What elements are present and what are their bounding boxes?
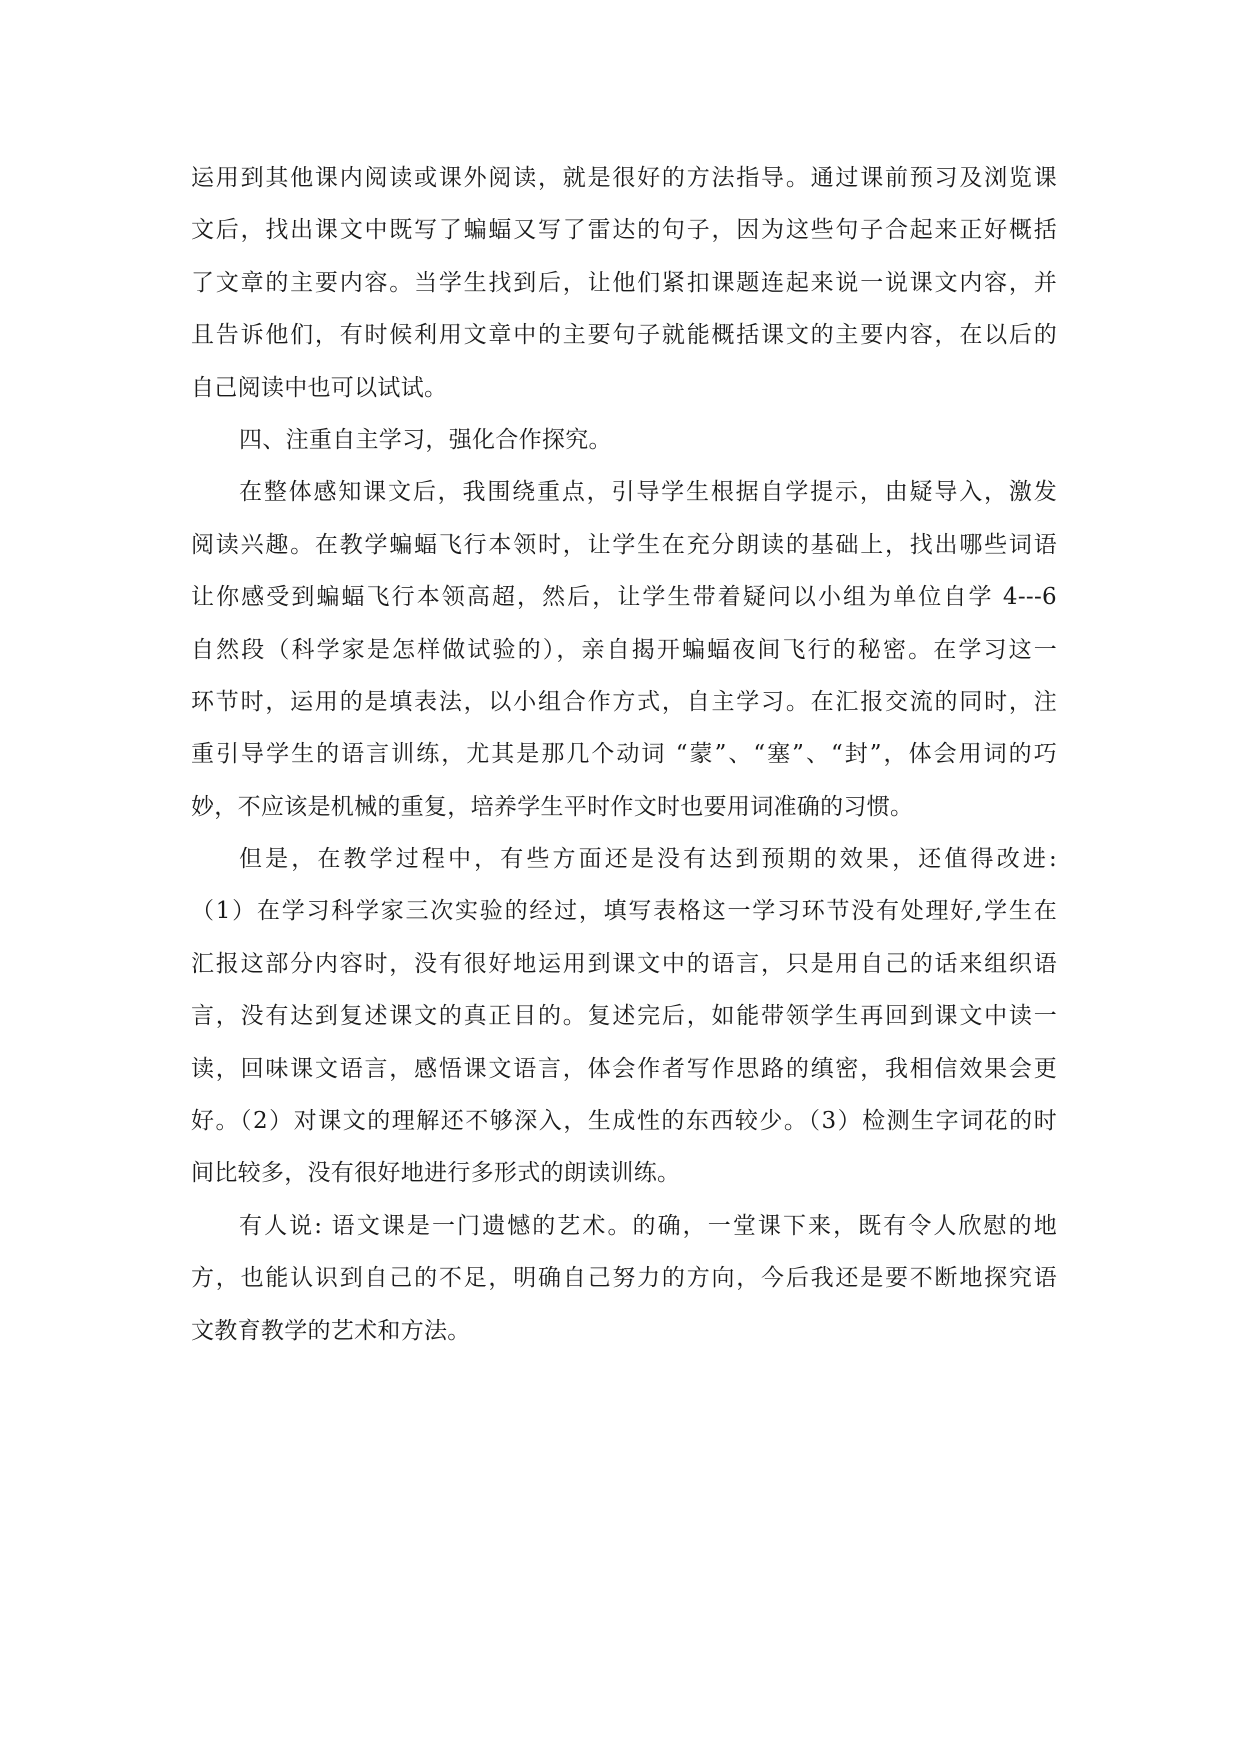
text-line: 间比较多，没有很好地进行多形式的朗读训练。 [191,1160,681,1187]
text-line: 有人说: 语文课是一门遗憾的艺术。的确，一堂课下来，既有令人欣慰的地 [239,1212,1057,1239]
text-line: 重引导学生的语言训练，尤其是那几个动词 “蒙”、“塞”、“封”，体会用词的巧 [191,741,1057,768]
text-line: 自己阅读中也可以试试。 [191,374,448,401]
text-line: 自然段（科学家是怎样做试验的），亲自揭开蝙蝠夜间飞行的秘密。在学习这一 [191,636,1057,663]
text-line: 阅读兴趣。在教学蝙蝠飞行本领时，让学生在充分朗读的基础上，找出哪些词语 [191,531,1057,558]
text-line: 文后，找出课文中既写了蝙蝠又写了雷达的句子，因为这些句子合起来正好概括 [191,217,1057,244]
text-line: 方，也能认识到自己的不足，明确自己努力的方向，今后我还是要不断地探究语 [191,1265,1057,1292]
text-line: 好。（2）对课文的理解还不够深入，生成性的东西较少。（3）检测生字词花的时 [191,1108,1057,1135]
text-line: 妙，不应该是机械的重复，培养学生平时作文时也要用词准确的习惯。 [191,793,914,820]
text-line: 且告诉他们，有时候利用文章中的主要句子就能概括课文的主要内容，在以后的 [191,322,1057,349]
text-line: 环节时，运用的是填表法，以小组合作方式，自主学习。在汇报交流的同时，注 [191,688,1057,715]
section-heading: 四、注重自主学习，强化合作探究。 [239,426,612,453]
text-line: 读，回味课文语言，感悟课文语言，体会作者写作思路的缜密，我相信效果会更 [191,1055,1057,1082]
text-line: 运用到其他课内阅读或课外阅读，就是很好的方法指导。通过课前预习及浏览课 [191,165,1057,191]
text-line: 让你感受到蝙蝠飞行本领高超，然后，让学生带着疑问以小组为单位自学 4---6 [191,584,1057,611]
text-line: 在整体感知课文后，我围绕重点，引导学生根据自学提示，由疑导入，激发 [239,479,1057,506]
text-line: 但是，在教学过程中，有些方面还是没有达到预期的效果，还值得改进: [239,846,1057,873]
text-line: 言，没有达到复述课文的真正目的。复述完后，如能带领学生再回到课文中读一 [191,1003,1057,1030]
document-body [191,152,1057,1357]
text-line: （1）在学习科学家三次实验的经过，填写表格这一学习环节没有处理好,学生在 [191,898,1057,925]
text-line: 汇报这部分内容时，没有很好地运用到课文中的语言，只是用自己的话来组织语 [191,950,1057,977]
text-line: 文教育教学的艺术和方法。 [191,1317,471,1344]
text-line: 了文章的主要内容。当学生找到后，让他们紧扣课题连起来说一说课文内容，并 [191,269,1057,296]
